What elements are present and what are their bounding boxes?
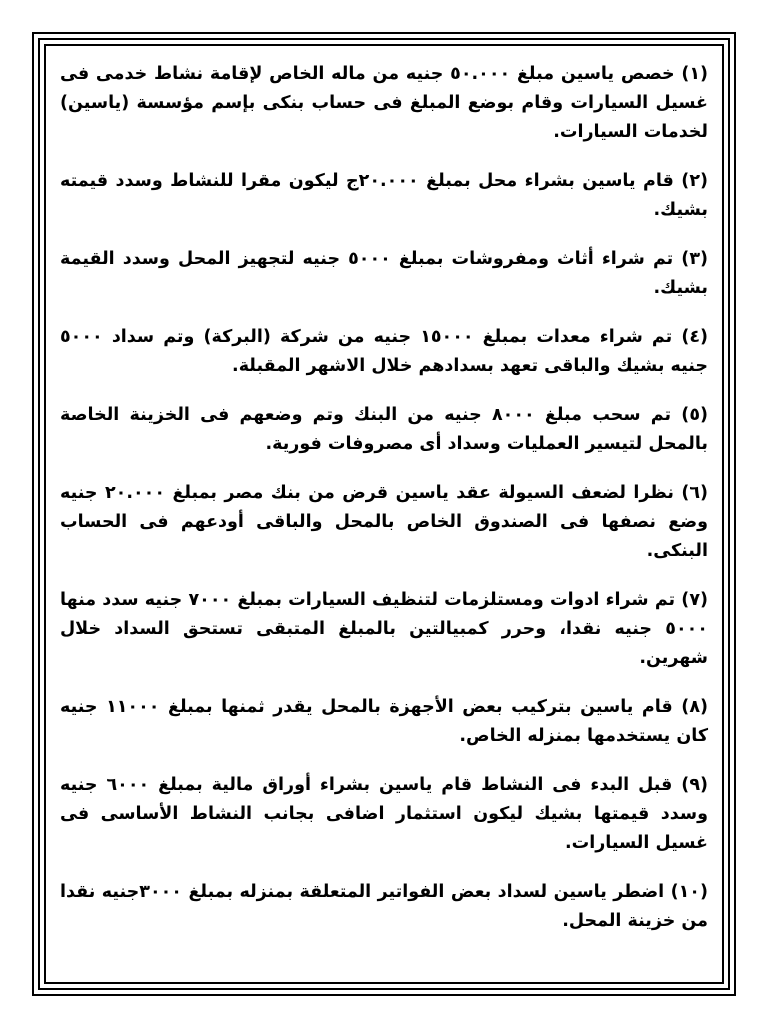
exercise-item-10: (١٠) اضطر ياسين لسداد بعض الفواتير المتعلقة بمنزله بمبلغ ٣٠٠٠جنيه نقدا من خزينة المحل. [60,882,708,931]
exercise-item-9: (٩) قبل البدء فى النشاط قام ياسين بشراء أوراق مالية بمبلغ ٦٠٠٠ جنيه وسدد قيمتها بشيك ليكون استثمار اضافى بجانب النشاط الأساسى فى غسيل السيارات. [60,775,708,853]
exercise-list [60,60,708,956]
exercise-item-5: (٥) تم سحب مبلغ ٨٠٠٠ جنيه من البنك وتم وضعهم فى الخزينة الخاصة بالمحل لتيسير العمليات وسداد أى مصروفات فورية. [60,405,708,454]
exercise-item-2: (٢) قام ياسين بشراء محل بمبلغ ٢٠.٠٠٠ج ليكون مقرا للنشاط وسدد قيمته بشيك. [60,171,708,220]
exercise-item-6: (٦) نظرا لضعف السيولة عقد ياسين قرض من بنك مصر بمبلغ ٢٠.٠٠٠ جنيه وضع نصفها فى الصندوق الخاص بالمحل والباقى أودعهم فى الحساب البنكى. [60,483,709,561]
exercise-item-8: (٨) قام ياسين بتركيب بعض الأجهزة بالمحل يقدر ثمنها بمبلغ ١١٠٠٠ جنيه كان يستخدمها بمنزله الخاص. [60,697,708,746]
exercise-item-4: (٤) تم شراء معدات بمبلغ ١٥٠٠٠ جنيه من شركة (البركة) وتم سداد ٥٠٠٠ جنيه بشيك والباقى تعهد بسدادهم خلال الاشهر المقبلة. [60,327,709,376]
exercise-item-7: (٧) تم شراء ادوات ومستلزمات لتنظيف السيارات بمبلغ ٧٠٠٠ جنيه سدد منها ٥٠٠٠ جنيه نقدا، وحرر كمبيالتين بالمبلغ المتبقى تستحق السداد خلال شهرين. [60,590,708,668]
exercise-item-1: (١) خصص ياسين مبلغ ٥٠.٠٠٠ جنيه من ماله الخاص لإقامة نشاط خدمى فى غسيل السيارات وقام بوضع المبلغ فى حساب بنكى بإسم مؤسسة (ياسين) لخدمات السيارات. [60,64,709,142]
exercise-item-3: (٣) تم شراء أثاث ومفروشات بمبلغ ٥٠٠٠ جنيه لتجهيز المحل وسدد القيمة بشيك. [60,249,708,298]
